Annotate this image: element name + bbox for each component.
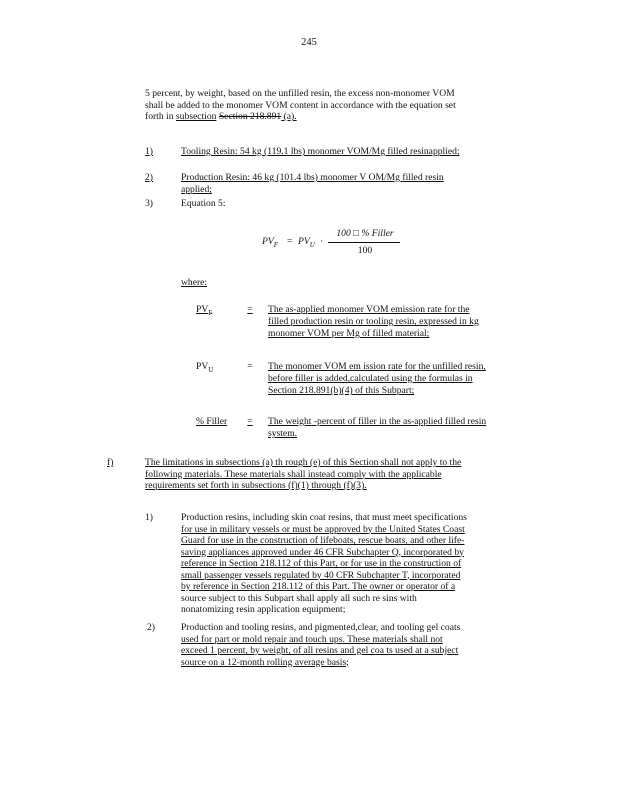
item-2-line-2: applied; (181, 184, 212, 195)
sub-item-1-text (181, 512, 539, 616)
definition-2-line-3: Section 218.891(b)(4) of this Subpart; (268, 385, 415, 396)
sub-item-1-line-8: source subject to this Subpart shall apply all such re sins with (181, 592, 417, 604)
sub-item-1-line-9: nonatomizing resin application equipment; (181, 604, 346, 615)
sub-item-1-line-6: small passenger vessels regulated by 40 CFR Subchapter T, incorporated (181, 569, 461, 581)
definition-1-line-2: filled production resin or tooling resin, expressed in kg (268, 316, 479, 327)
definition-1-equals: = (247, 304, 253, 315)
equation-rhs-sub: U (309, 240, 315, 249)
equation-lhs-pv: PV (262, 236, 274, 247)
sub-item-1-line-4: saving appliances approved under 46 CFR Subchapter Q, incorporated by (181, 546, 464, 558)
section-f-line-1: The limitations in subsections (a) th rough (e) of this Section shall not apply to the (145, 457, 462, 468)
where-label: where: (181, 277, 208, 288)
intro-paragraph (145, 88, 535, 123)
item-2-line-1: Production Resin: 46 kg (101.4 lbs) monomer V OM/Mg filled resin (181, 172, 444, 183)
sub-item-2-text (181, 622, 539, 668)
sub-item-2-line-1: Production and tooling resins, and pigmented,clear, and tooling gel coats (181, 622, 461, 633)
equation-fraction-bar (328, 242, 400, 243)
sub-item-2-line-3: exceed 1 percent, by weight, of all resins and gel coa ts used at a subject (181, 645, 459, 656)
sub-item-2-line-4: source on a 12-month rolling average basis; (181, 656, 349, 668)
equation-lhs (262, 236, 278, 251)
equation-denominator: 100 (357, 245, 373, 256)
intro-struck-section: Section 218.891 (218, 111, 282, 122)
intro-line-2: shall be added to the monomer VOM content in accordance with the equation set (145, 99, 456, 111)
equation-rhs-pv: PV (298, 236, 310, 247)
definition-2-line-1: The monomer VOM em ission rate for the unfilled resin, (268, 361, 486, 372)
sub-item-1-line-7: by reference in Section 218.112 of this Part. The owner or operator of a (181, 581, 456, 592)
item-1-text: Tooling Resin: 54 kg (119.1 lbs) monomer VOM/Mg filled resinapplied; (181, 146, 460, 157)
equation-lhs-sub: F (273, 240, 279, 249)
section-f-text (145, 457, 539, 492)
definition-2-equals: = (247, 361, 253, 372)
intro-line-1: 5 percent, by weight, based on the unfilled resin, the excess non-monomer VOM (145, 88, 455, 99)
definition-1-line-3: monomer VOM per Mg of filled material; (268, 328, 430, 339)
sub-item-2-number: 2) (147, 622, 155, 633)
definition-1-term-text: PV (196, 304, 209, 315)
definition-2-term-sub: U (208, 365, 214, 374)
section-f-line-3: requirements set forth in subsections (f)(1) through (f)(3). (145, 480, 367, 491)
definition-1-line-1: The as-applied monomer VOM emission rate for the (268, 304, 470, 315)
item-2-number: 2) (145, 172, 153, 183)
equation-numerator: 100 □ % Filler (336, 228, 394, 239)
definition-2-line-2: before filler is added,calculated using the formulas in (268, 373, 473, 384)
definition-2-term-text: PV (196, 361, 209, 372)
sub-item-1-number: 1) (145, 512, 153, 523)
item-3-number: 3) (145, 198, 153, 209)
sub-item-1-line-5: reference in Section 218.112 of this Part, or for use in the construction of (181, 558, 462, 569)
intro-line-3-a: forth in (145, 111, 176, 122)
section-f-line-2: following materials. These materials shall instead comply with the applicable (145, 468, 442, 480)
definition-1-term-sub: F (208, 308, 213, 317)
definition-3-line-1: The weight -percent of filler in the as-applied filled resin (268, 416, 487, 427)
page-number: 245 (301, 37, 317, 48)
sub-item-1-line-2: for use in military vessels or must be approved by the United States Coast (181, 523, 465, 535)
sub-item-2-line-2: used for part or mold repair and touch ups. These materials shall not (181, 633, 443, 645)
sub-item-1-line-3: Guard for use in the construction of lifeboats, rescue boats, and other life- (181, 535, 465, 546)
intro-inserted-subsection: subsection (175, 111, 217, 122)
equation-rhs (298, 236, 315, 251)
sub-item-1-line-1: Production resins, including skin coat resins, that must meet specifications (181, 512, 467, 523)
definition-3-equals: = (247, 416, 253, 427)
intro-line-3 (145, 111, 535, 123)
intro-line-3-end: (a). (281, 111, 297, 122)
definition-3-line-2: system. (268, 428, 298, 439)
section-f-label: f) (107, 457, 114, 468)
equation-equals: = (287, 236, 293, 247)
definition-3-term: % Filler (196, 416, 228, 427)
item-1-number: 1) (145, 146, 153, 157)
item-3-text: Equation 5: (181, 198, 226, 209)
equation-dot: · (320, 236, 324, 247)
